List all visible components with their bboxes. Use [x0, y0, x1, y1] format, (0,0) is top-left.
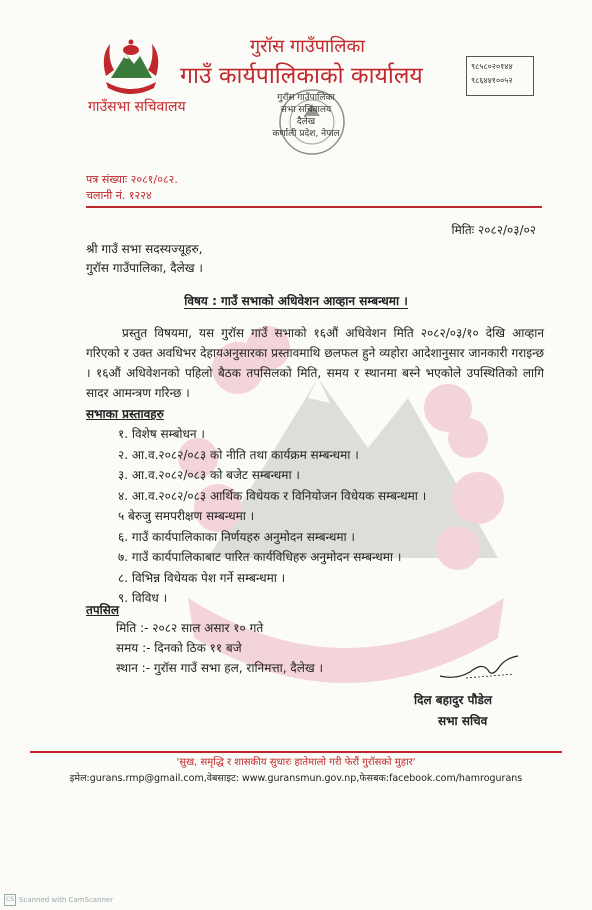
footer-contact: इमेल:gurans.rmp@gmail.com,वेबसाइट: www.guransmun.gov.np,फेसबक:facebook.com/hamrogurans	[69, 773, 523, 784]
stamp-line-3: दैलेख	[296, 117, 316, 127]
stamp-line-1: गुरॉस गाउँपालिका	[277, 93, 335, 103]
signatory-title: सभा सचिव	[438, 714, 488, 728]
letter-date: मितिः २०८२/०३/०२	[451, 223, 536, 237]
recipient-line-2: गुरॉस गाउँपालिका, दैलेख ।	[86, 261, 203, 275]
schedule-time: समय :- दिनको ठिक ११ बजे	[116, 641, 242, 655]
dispatch-number: चलानी नं. १२२४	[86, 189, 152, 202]
agenda-item: ८. विभिन्न विधेयक पेश गर्ने सम्बन्धमा ।	[118, 570, 286, 585]
schedule-place: स्थान :- गुरॉस गाउँ सभा हल, रानिमत्ता, दैलेख ।	[116, 661, 324, 675]
agenda-item: ३. आ.व.२०८२/०८३ को बजेट सम्बन्धमा ।	[118, 468, 300, 482]
agenda-list	[118, 424, 426, 609]
sabha-secretariat-label: गाउँसभा सचिवालय	[88, 99, 186, 115]
subject-line	[0, 292, 592, 309]
phone-box	[466, 56, 534, 96]
schedule-heading: तपसिल	[86, 603, 120, 617]
header-divider	[86, 206, 542, 208]
body-paragraph: प्रस्तुत विषयमा, यस गुरॉस गाउँ सभाको १६औं अधिवेशन मिति २०८२/०३/१० देखि आव्हान गरिएको र उक्त अवधिभर देहायअनुसारका प्रस्तावमाथि छलफल हुने व्यहोरा आदेशानुसार जानकारी गराइन्छ । १६औं अधिवेशनको पहिलो बैठक तपसिलको मिति, समय र स्थानमा बस्ने भएकोले उपस्थितिको लागि सादर आमन्त्रण गरिन्छ ।	[86, 326, 544, 400]
camscanner-watermark	[4, 894, 113, 906]
agenda-heading: सभाका प्रस्तावहरु	[86, 407, 164, 421]
office-stamp	[248, 86, 364, 158]
agenda-item: २. आ.व.२०८२/०८३ को नीति तथा कार्यक्रम सम्बन्धमा ।	[118, 447, 359, 462]
footer-divider	[30, 751, 562, 753]
camscanner-icon: CS	[4, 894, 16, 906]
agenda-item: ४. आ.व.२०८२/०८३ आर्थिक विधेयक र विनियोजन विधेयक सम्बन्धमा ।	[118, 488, 427, 503]
office-title: गाउँ कार्यपालिकाको कार्यालय	[180, 63, 423, 89]
agenda-item: ५ बेरुजु समपरीक्षण सम्बन्धमा ।	[118, 509, 255, 523]
nepal-emblem-logo	[96, 36, 166, 98]
schedule-date: मिति :- २०८२ साल असार १० गते	[116, 621, 264, 635]
recipient-line-1: श्री गाउँ सभा सदस्यज्यूहरु,	[86, 242, 203, 256]
footer-slogan: 'सुख, समृद्धि र शासकीय सुधारः हातेमालो गरी फेरौं गुरॉसको मुहार'	[176, 757, 416, 768]
stamp-line-4: कर्णाली प्रदेश, नेपाल	[272, 129, 340, 139]
agenda-item: ९. विविध ।	[118, 591, 168, 605]
office-name: गुरॉस गाउँपालिका	[250, 36, 365, 57]
agenda-item: ६. गाउँ कार्यपालिकाका निर्णयहरु अनुमोदन सम्बन्धमा ।	[118, 529, 355, 544]
phone-number-1: ९८५८०२०१४४	[471, 62, 513, 71]
schedule-details	[116, 618, 323, 678]
stamp-line-2: सभा सचिवालय	[280, 105, 332, 115]
agenda-item: १. विशेष सम्बोधन ।	[118, 427, 205, 441]
signatory-name: दिल बहादुर पौडेल	[414, 693, 493, 707]
phone-number-2: ९८६४४१००५२	[471, 76, 513, 85]
camscanner-label: Scanned with CamScanner	[19, 896, 114, 904]
handwritten-signature	[436, 652, 522, 682]
reference-number: पत्र संख्याः २०८१/०८२.	[86, 173, 178, 186]
agenda-item: ७. गाउँ कार्यपालिकाबाट पारित कार्यविधिहरु अनुमोदन सम्बन्धमा ।	[118, 550, 402, 564]
subject-text: विषय : गाउँ सभाको अधिवेशन आव्हान सम्बन्धमा ।	[184, 294, 408, 308]
